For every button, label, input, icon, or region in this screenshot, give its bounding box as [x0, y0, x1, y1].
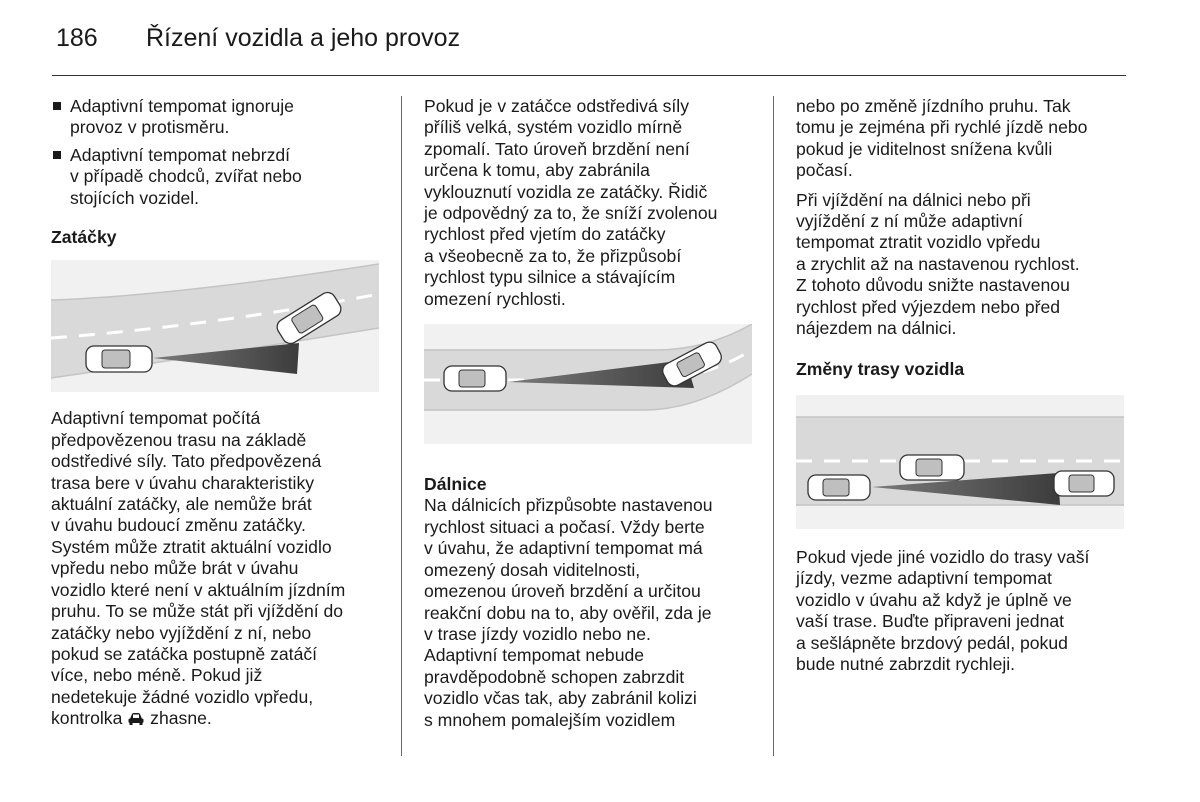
bullet-icon — [53, 102, 61, 110]
text-line: rychlost situaci a počasí. Vždy berte — [424, 516, 705, 537]
text-line: Systém může ztratit aktuální vozidlo — [51, 536, 332, 557]
text-line: a sešlápněte brzdový pedál, pokud — [796, 632, 1068, 653]
page-number: 186 — [56, 24, 98, 52]
vehicle-ahead-icon — [127, 711, 145, 726]
text-line: aktuální zatáčky, ale nemůže brát — [51, 494, 312, 515]
bullet-line: stojících vozidel. — [70, 187, 200, 208]
column-3 — [796, 96, 1130, 675]
text-line: zatáčky nebo vyjíždění z ní, nebo — [51, 622, 312, 643]
text-line: určena k tomu, aby zabránila — [424, 160, 650, 181]
text-line: omezení rychlosti. — [424, 288, 566, 309]
highway-curve-illustration — [424, 324, 752, 444]
text-line: Adaptivní tempomat počítá — [51, 408, 261, 429]
text-line: nedetekuje žádné vozidlo vpředu, — [51, 686, 314, 707]
text-fragment: zhasne. — [150, 708, 212, 729]
text-line: rychlost typu silnice a stávajícím — [424, 267, 676, 288]
text-line: příliš velká, systém vozidlo mírně — [424, 117, 683, 138]
column-1 — [51, 96, 383, 730]
bullet-icon — [53, 151, 61, 159]
text-line: tomu je zejména při rychlé jízdě nebo — [796, 117, 1088, 138]
text-line: pokud je viditelnost snížena kvůli — [796, 138, 1053, 159]
bullet-line: Adaptivní tempomat nebrzdí — [70, 144, 291, 165]
text-line: a všeobecně za to, že přizpůsobí — [424, 245, 682, 266]
section-heading-dalnice: Dálnice — [424, 474, 487, 495]
bullet-line: v případě chodců, zvířat nebo — [70, 166, 302, 187]
text-line: omezený dosah viditelnosti, — [424, 559, 641, 580]
text-line: bude nutné zabrzdit rychleji. — [796, 653, 1016, 674]
header-rule — [52, 75, 1126, 76]
text-line: vyklouznutí vozidla ze zatáčky. Řidič — [424, 181, 708, 202]
bullet-item — [51, 145, 383, 209]
text-line: Adaptivní tempomat nebude — [424, 645, 645, 666]
column-separator — [401, 96, 402, 756]
page-title: Řízení vozidla a jeho provoz — [146, 24, 461, 52]
text-line: s mnohem pomalejším vozidlem — [424, 709, 676, 730]
text-line: trasa bere v úvahu charakteristiky — [51, 472, 315, 493]
text-line: reakční dobu na to, aby ověřil, zda je — [424, 602, 712, 623]
text-line: nebo po změně jízdního pruhu. Tak — [796, 96, 1071, 116]
text-line: rychlost před vjetím do zatáčky — [424, 224, 666, 245]
text-line: v trase jízdy vozidlo nebo ne. — [424, 623, 651, 644]
text-line: je odpovědný za to, že sníží zvolenou — [424, 203, 718, 224]
column-2 — [424, 96, 760, 731]
text-line: vpředu nebo může brát v úvahu — [51, 558, 299, 579]
text-line: Na dálnicích přizpůsobte nastavenou — [424, 495, 713, 516]
text-line: vaší trase. Buďte připraveni jednat — [796, 611, 1065, 632]
text-line: vozidlo včas tak, aby zabránil kolizi — [424, 688, 697, 709]
text-line: vozidlo které není v aktuálním jízdním — [51, 579, 346, 600]
text-line: a zrychlit až na nastavenou rychlost. — [796, 253, 1080, 274]
text-line: odstředivé síly. Tato předpovězená — [51, 451, 322, 472]
text-line: Z tohoto důvodu snižte nastavenou — [796, 275, 1070, 296]
text-line: vyjíždění z ní může adaptivní — [796, 211, 1023, 232]
text-line: Při vjíždění na dálnici nebo při — [796, 189, 1031, 210]
text-line: více, nebo méně. Pokud již — [51, 665, 263, 686]
text-line: rychlost před výjezdem nebo před — [796, 296, 1061, 317]
text-line: v úvahu budoucí změnu zatáčky. — [51, 515, 306, 536]
text-line: pruhu. To se může stát při vjíždění do — [51, 601, 344, 622]
text-fragment: kontrolka — [51, 708, 123, 729]
bullet-item — [51, 96, 383, 139]
text-line-with-icon — [51, 708, 383, 729]
column-separator — [773, 96, 774, 756]
text-line: předpovězenou trasu na základě — [51, 429, 307, 450]
curve-illustration — [51, 260, 379, 392]
section-heading-zatacky: Zatáčky — [51, 227, 117, 248]
text-line: omezenou úroveň brzdění a určitou — [424, 581, 701, 602]
text-line: pokud se zatáčka postupně zatáčí — [51, 643, 318, 664]
text-line: v úvahu, že adaptivní tempomat má — [424, 538, 703, 559]
section-heading-zmeny-trasy: Změny trasy vozidla — [796, 359, 965, 380]
lane-change-illustration — [796, 395, 1124, 529]
text-line: počasí. — [796, 160, 853, 181]
text-line: zpomalí. Tato úroveň brzdění není — [424, 138, 690, 159]
bullet-line: provoz v protisměru. — [70, 117, 230, 138]
text-line: pravděpodobně schopen zabrzdit — [424, 666, 685, 687]
bullet-line: Adaptivní tempomat ignoruje — [70, 96, 294, 116]
text-line: Pokud vjede jiné vozidlo do trasy vaší — [796, 546, 1090, 567]
text-line: tempomat ztratit vozidlo vpředu — [796, 232, 1041, 253]
text-line: jízdy, vezme adaptivní tempomat — [796, 568, 1052, 589]
text-line: vozidlo v úvahu až když je úplně ve — [796, 589, 1072, 610]
text-line: nájezdem na dálnici. — [796, 318, 957, 339]
text-line: Pokud je v zatáčce odstředivá síly — [424, 96, 690, 116]
